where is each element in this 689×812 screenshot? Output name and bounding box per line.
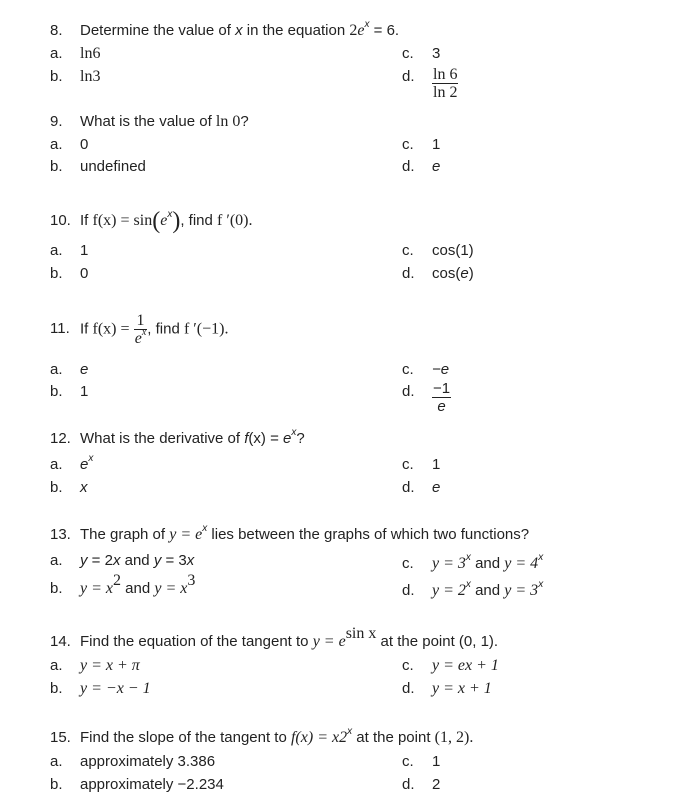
- option-b[interactable]: [50, 680, 151, 698]
- option-b[interactable]: [50, 572, 196, 598]
- question-9: [50, 113, 249, 131]
- option-and: and: [120, 552, 154, 569]
- option-a[interactable]: [50, 657, 140, 675]
- option-letter: b.: [50, 479, 63, 496]
- option-a[interactable]: [50, 242, 88, 259]
- option-letter: a.: [50, 45, 63, 62]
- option-value: y = x + 1: [432, 680, 492, 697]
- option-rhs1: = 2: [87, 552, 113, 569]
- function-derivative: f ′(0).: [217, 212, 253, 229]
- option-letter: d.: [402, 582, 415, 599]
- option-b[interactable]: [50, 479, 88, 496]
- option-base: e: [80, 456, 89, 473]
- option-value: y = x + π: [80, 657, 140, 674]
- question-number: 13.: [50, 526, 71, 543]
- option-c[interactable]: [402, 753, 440, 770]
- question-text: ?: [296, 430, 305, 447]
- option-exp2: 3: [187, 572, 196, 589]
- question-number: 11.: [50, 320, 70, 338]
- option-c[interactable]: [402, 45, 440, 62]
- option-c[interactable]: [402, 136, 440, 153]
- option-c[interactable]: [402, 456, 440, 473]
- option-c[interactable]: [402, 657, 499, 675]
- equation-exponent: x: [364, 19, 370, 30]
- equation-coefficient: 2: [349, 22, 358, 39]
- question-text: Find the slope of the tangent to: [80, 729, 291, 746]
- fraction-denominator: e: [437, 398, 446, 415]
- option-d[interactable]: [402, 479, 440, 496]
- function-lhs: f(x) =: [92, 320, 130, 338]
- question-text: , find: [147, 320, 184, 338]
- ln-label: ln: [80, 68, 93, 85]
- option-var2: x: [186, 552, 195, 569]
- fraction: [432, 380, 451, 415]
- option-value: 0: [80, 265, 89, 282]
- question-number: 9.: [50, 113, 63, 130]
- question-text: at the point (0, 1).: [376, 633, 499, 650]
- option-letter: c.: [402, 657, 414, 674]
- option-value: 1: [432, 456, 441, 473]
- option-value: x: [80, 479, 88, 496]
- option-letter: d.: [402, 776, 415, 793]
- option-value: 1: [80, 242, 89, 259]
- option-letter: a.: [50, 753, 63, 770]
- option-lhs1: y = x: [80, 580, 113, 597]
- option-b[interactable]: [50, 265, 88, 282]
- option-a[interactable]: [50, 45, 100, 63]
- option-d[interactable]: [402, 265, 474, 282]
- option-letter: b.: [50, 383, 63, 400]
- question-text: Determine the value of: [80, 22, 236, 39]
- fraction-denominator: [134, 327, 148, 347]
- inner-exponent: x: [167, 209, 173, 220]
- option-value: 3: [92, 68, 101, 85]
- option-lhs2: y = 3: [504, 582, 539, 599]
- option-letter: b.: [50, 776, 63, 793]
- fraction: [432, 66, 458, 101]
- question-text: What is the value of: [80, 113, 216, 130]
- option-letter: d.: [402, 383, 415, 400]
- question-text: lies between the graphs of which two functions?: [207, 526, 530, 543]
- option-var1: x: [112, 552, 121, 569]
- question-number: 8.: [50, 22, 63, 39]
- option-rhs2: = 3: [161, 552, 187, 569]
- option-value-suffix: ): [468, 265, 474, 282]
- function-lhs: f(x) = sin: [92, 212, 153, 229]
- option-y1: y: [80, 552, 88, 569]
- option-letter: b.: [50, 680, 63, 697]
- option-value: approximately 3.386: [80, 753, 216, 770]
- option-value: 1: [432, 753, 441, 770]
- option-letter: c.: [402, 555, 414, 572]
- question-math: ln 0: [215, 113, 241, 130]
- option-letter: c.: [402, 456, 414, 473]
- option-d[interactable]: [402, 380, 451, 415]
- option-a[interactable]: [50, 361, 88, 378]
- option-d[interactable]: [402, 66, 458, 101]
- paren-close: ): [172, 208, 181, 234]
- option-b[interactable]: [50, 68, 100, 86]
- function-derivative: f ′(−1).: [183, 320, 229, 338]
- option-letter: a.: [50, 361, 63, 378]
- option-letter: a.: [50, 657, 63, 674]
- function-name: f: [244, 430, 249, 447]
- option-lhs2: y = x: [154, 580, 188, 597]
- option-a[interactable]: [50, 136, 88, 153]
- option-value: 6: [92, 45, 101, 62]
- option-value: y = ex + 1: [432, 657, 499, 674]
- option-value: 2: [432, 776, 441, 793]
- option-letter: c.: [402, 753, 414, 770]
- fraction: [134, 312, 148, 347]
- option-value: undefined: [80, 158, 146, 175]
- question-text: , find: [180, 212, 217, 229]
- option-letter: a.: [50, 136, 63, 153]
- question-14: [50, 625, 499, 651]
- equation-rhs: = 6.: [369, 22, 400, 39]
- option-letter: b.: [50, 265, 63, 282]
- option-d[interactable]: [402, 680, 492, 698]
- question-text: If: [80, 320, 93, 338]
- question-text: Find the equation of the tangent to: [80, 633, 313, 650]
- question-number: 10.: [50, 212, 71, 229]
- option-a[interactable]: [50, 453, 94, 473]
- option-value: 1: [80, 383, 89, 400]
- option-exp1: x: [465, 552, 471, 563]
- question-variable: x: [235, 22, 243, 39]
- fraction-numerator: −1: [433, 380, 451, 397]
- question-text: What is the derivative of: [80, 430, 245, 447]
- option-c[interactable]: [402, 552, 544, 573]
- fraction-numerator: 1: [134, 312, 148, 330]
- option-letter: d.: [402, 265, 415, 282]
- function-arg: (x) =: [248, 430, 284, 447]
- option-c[interactable]: [402, 242, 474, 259]
- option-lhs1: y = 2: [432, 582, 466, 599]
- question-text: at the point: [352, 729, 435, 746]
- option-value: y = −x − 1: [80, 680, 151, 697]
- option-letter: d.: [402, 680, 415, 697]
- option-exp1: x: [465, 579, 471, 590]
- option-letter: a.: [50, 552, 63, 569]
- question-12: [50, 427, 305, 447]
- option-letter: a.: [50, 242, 63, 259]
- fraction-numerator: ln 6: [433, 66, 458, 83]
- equation-exponent: x: [202, 523, 208, 534]
- option-and: and: [470, 582, 505, 599]
- option-value: e: [80, 361, 89, 378]
- equation-base: e: [195, 526, 203, 543]
- question-point: (1, 2).: [434, 729, 474, 746]
- option-lhs2: y = 4: [504, 555, 539, 572]
- option-exponent: x: [88, 453, 94, 464]
- equation-base: e: [357, 22, 365, 39]
- option-value: e: [432, 158, 441, 175]
- option-letter: d.: [402, 479, 415, 496]
- option-value: cos(1): [432, 242, 474, 259]
- option-b[interactable]: [50, 383, 88, 400]
- fraction-denominator: ln 2: [433, 84, 458, 101]
- option-letter: a.: [50, 456, 63, 473]
- option-y2: y: [153, 552, 162, 569]
- question-15: [50, 726, 474, 747]
- option-letter: c.: [402, 45, 414, 62]
- paren-open: (: [152, 208, 161, 234]
- option-lhs1: y = 3: [432, 555, 466, 572]
- option-letter: b.: [50, 158, 63, 175]
- inner-base: e: [160, 212, 168, 229]
- question-13: [50, 523, 530, 544]
- option-value: 0: [80, 136, 89, 153]
- question-text: in the equation: [242, 22, 350, 39]
- option-letter: c.: [402, 361, 414, 378]
- option-letter: d.: [402, 158, 415, 175]
- option-value-var: e: [460, 265, 469, 282]
- option-and: and: [470, 555, 505, 572]
- option-letter: b.: [50, 580, 63, 597]
- option-value: 3: [432, 45, 441, 62]
- question-number: 12.: [50, 430, 71, 447]
- option-value: −e: [432, 361, 450, 378]
- question-number: 15.: [50, 729, 71, 746]
- option-d[interactable]: [402, 579, 544, 600]
- option-letter: d.: [402, 68, 415, 85]
- question-text: If: [80, 212, 93, 229]
- option-exp2: x: [538, 579, 544, 590]
- option-a[interactable]: [50, 552, 194, 569]
- question-11: [50, 312, 228, 347]
- option-value-prefix: cos(: [432, 265, 461, 282]
- option-a[interactable]: [50, 753, 215, 770]
- equation-lhs: y =: [169, 526, 196, 543]
- option-b[interactable]: [50, 158, 146, 175]
- question-text: The graph of: [80, 526, 170, 543]
- function-exponent: x: [291, 427, 297, 438]
- function-base: e: [283, 430, 292, 447]
- option-exp2: x: [538, 552, 544, 563]
- option-letter: c.: [402, 136, 414, 153]
- question-8: [50, 19, 400, 40]
- equation-lhs: f(x) = x2: [290, 729, 348, 746]
- ln-label: ln: [80, 45, 93, 62]
- equation-exponent: sin x: [345, 625, 377, 642]
- option-d[interactable]: [402, 158, 440, 175]
- option-value: approximately −2.234: [80, 776, 224, 793]
- equation-exponent: x: [347, 726, 353, 737]
- denominator-exponent: x: [141, 327, 147, 338]
- question-10: [50, 208, 252, 235]
- question-number: 14.: [50, 633, 71, 650]
- option-and: and: [121, 580, 155, 597]
- option-b[interactable]: [50, 776, 224, 793]
- denominator-base: e: [134, 330, 142, 347]
- option-c[interactable]: [402, 361, 449, 378]
- question-text: ?: [240, 113, 249, 130]
- option-d[interactable]: [402, 776, 440, 793]
- option-letter: b.: [50, 68, 63, 85]
- option-letter: c.: [402, 242, 414, 259]
- equation-lhs: y = e: [312, 633, 346, 650]
- option-value: 1: [432, 136, 441, 153]
- option-exp1: 2: [113, 572, 121, 589]
- option-value: e: [432, 479, 441, 496]
